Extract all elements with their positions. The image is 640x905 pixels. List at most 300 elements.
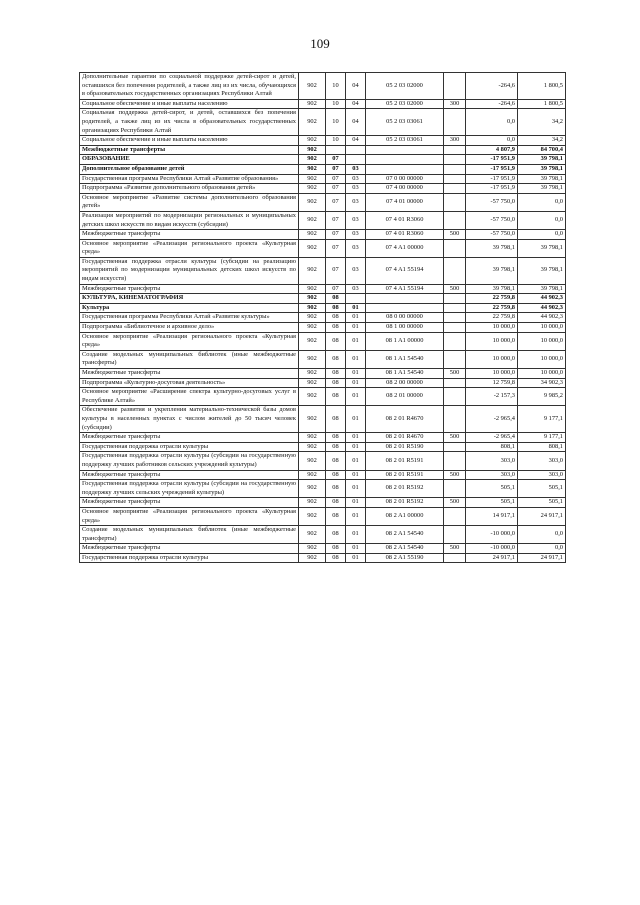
expense-type-cell: [444, 378, 466, 388]
amount-total-cell: 34,2: [518, 109, 566, 136]
subsection-cell: [346, 155, 366, 165]
table-row: [80, 323, 566, 333]
amount-total-cell: 9 985,2: [518, 388, 566, 406]
target-article-cell: 07 4 A1 55194: [366, 284, 444, 294]
table-row: [80, 388, 566, 406]
target-article-cell: 05 2 03 02000: [366, 99, 444, 109]
amount-total-cell: 505,1: [518, 480, 566, 498]
amount-change-cell: -2 965,4: [466, 433, 518, 443]
grbs-cell: 902: [299, 184, 326, 194]
table-row: [80, 193, 566, 211]
amount-total-cell: 39 798,1: [518, 239, 566, 257]
target-article-cell: 08 2 01 R5192: [366, 498, 444, 508]
target-article-cell: 08 1 A1 54540: [366, 350, 444, 368]
expense-type-cell: [444, 553, 466, 563]
grbs-cell: 902: [299, 369, 326, 379]
section-cell: 07: [326, 174, 346, 184]
section-cell: 08: [326, 433, 346, 443]
section-cell: 08: [326, 480, 346, 498]
expense-type-cell: [444, 109, 466, 136]
grbs-cell: 902: [299, 442, 326, 452]
subsection-cell: 03: [346, 230, 366, 240]
amount-change-cell: 14 917,1: [466, 507, 518, 525]
row-name-cell: Дополнительное образование детей: [80, 164, 299, 174]
amount-total-cell: 39 798,1: [518, 284, 566, 294]
subsection-cell: 03: [346, 284, 366, 294]
row-name-cell: Дополнительные гарантии по социальной поддержке детей-сирот и детей, оставшихся без попечения родителей, а также лиц из их числа, обучающихся в образовательных государственных организациях Республики Алтай: [80, 73, 299, 100]
expense-type-cell: [444, 350, 466, 368]
grbs-cell: 902: [299, 350, 326, 368]
expense-type-cell: [444, 164, 466, 174]
subsection-cell: 01: [346, 303, 366, 313]
amount-total-cell: 10 000,0: [518, 369, 566, 379]
expense-type-cell: [444, 332, 466, 350]
section-cell: 08: [326, 526, 346, 544]
section-cell: 07: [326, 184, 346, 194]
amount-change-cell: -17 951,9: [466, 184, 518, 194]
section-cell: 07: [326, 257, 346, 284]
budget-table: [79, 72, 566, 563]
table-row: [80, 155, 566, 165]
target-article-cell: 05 2 03 02000: [366, 73, 444, 100]
grbs-cell: 902: [299, 155, 326, 165]
section-cell: 07: [326, 193, 346, 211]
section-cell: 08: [326, 470, 346, 480]
expense-type-cell: 500: [444, 230, 466, 240]
grbs-cell: 902: [299, 313, 326, 323]
subsection-cell: 03: [346, 257, 366, 284]
amount-total-cell: 0,0: [518, 526, 566, 544]
subsection-cell: 01: [346, 332, 366, 350]
target-article-cell: 07 4 A1 55194: [366, 257, 444, 284]
table-row: [80, 406, 566, 433]
target-article-cell: [366, 155, 444, 165]
expense-type-cell: 300: [444, 99, 466, 109]
expense-type-cell: [444, 313, 466, 323]
target-article-cell: 08 2 A1 54540: [366, 526, 444, 544]
table-row: [80, 257, 566, 284]
amount-total-cell: 39 798,1: [518, 174, 566, 184]
table-row: [80, 369, 566, 379]
target-article-cell: [366, 164, 444, 174]
section-cell: 08: [326, 332, 346, 350]
target-article-cell: 08 1 A1 00000: [366, 332, 444, 350]
section-cell: 08: [326, 498, 346, 508]
amount-total-cell: 34,2: [518, 136, 566, 146]
amount-total-cell: 9 177,1: [518, 433, 566, 443]
target-article-cell: 07 4 A1 00000: [366, 239, 444, 257]
grbs-cell: 902: [299, 507, 326, 525]
target-article-cell: 07 4 01 00000: [366, 193, 444, 211]
target-article-cell: 07 4 01 R3060: [366, 211, 444, 229]
table-row: [80, 332, 566, 350]
expense-type-cell: 500: [444, 544, 466, 554]
section-cell: 08: [326, 313, 346, 323]
row-name-cell: Государственная поддержка отрасли культуры: [80, 553, 299, 563]
amount-change-cell: 10 000,0: [466, 323, 518, 333]
amount-total-cell: 34 902,3: [518, 378, 566, 388]
row-name-cell: Создание модельных муниципальных библиотек (иные межбюджетные трансферты): [80, 526, 299, 544]
amount-change-cell: 0,0: [466, 109, 518, 136]
row-name-cell: Государственная поддержка отрасли культуры (субсидии на государственную поддержку лучших сельских учреждений культуры): [80, 480, 299, 498]
target-article-cell: [366, 294, 444, 304]
row-name-cell: Основное мероприятие «Развитие системы дополнительного образования детей»: [80, 193, 299, 211]
row-name-cell: Государственная программа Республики Алтай «Развитие культуры»: [80, 313, 299, 323]
amount-total-cell: 39 798,1: [518, 257, 566, 284]
row-name-cell: Межбюджетные трансферты: [80, 369, 299, 379]
section-cell: 07: [326, 164, 346, 174]
table-row: [80, 109, 566, 136]
subsection-cell: 01: [346, 313, 366, 323]
amount-total-cell: 303,0: [518, 452, 566, 470]
row-name-cell: Государственная поддержка отрасли культуры (субсидии на государственную поддержку лучших работников сельских учреждений культуры): [80, 452, 299, 470]
amount-total-cell: 39 798,1: [518, 155, 566, 165]
grbs-cell: 902: [299, 544, 326, 554]
amount-change-cell: -10 000,0: [466, 526, 518, 544]
amount-change-cell: 303,0: [466, 470, 518, 480]
grbs-cell: 902: [299, 174, 326, 184]
target-article-cell: 08 2 01 R4670: [366, 406, 444, 433]
amount-total-cell: 44 902,3: [518, 294, 566, 304]
section-cell: 08: [326, 323, 346, 333]
grbs-cell: 902: [299, 164, 326, 174]
row-name-cell: Подпрограмма «Развитие дополнительного образования детей»: [80, 184, 299, 194]
subsection-cell: 01: [346, 442, 366, 452]
row-name-cell: Социальное обеспечение и иные выплаты населению: [80, 136, 299, 146]
row-name-cell: Основное мероприятие «Реализация регионального проекта «Культурная среда»: [80, 239, 299, 257]
table-row: [80, 303, 566, 313]
row-name-cell: Культура: [80, 303, 299, 313]
table-row: [80, 507, 566, 525]
subsection-cell: 04: [346, 99, 366, 109]
table-row: [80, 294, 566, 304]
expense-type-cell: [444, 480, 466, 498]
grbs-cell: 902: [299, 323, 326, 333]
target-article-cell: 08 2 A1 54540: [366, 544, 444, 554]
row-name-cell: Государственная поддержка отрасли культуры (субсидии на реализацию мероприятий по модернизации муниципальных детских школ искусств по видам искусств): [80, 257, 299, 284]
subsection-cell: 03: [346, 184, 366, 194]
amount-change-cell: -57 750,0: [466, 211, 518, 229]
table-row: [80, 526, 566, 544]
expense-type-cell: [444, 303, 466, 313]
amount-total-cell: 39 798,1: [518, 184, 566, 194]
page-number: 109: [310, 36, 330, 51]
amount-change-cell: -57 750,0: [466, 230, 518, 240]
amount-change-cell: -2 965,4: [466, 406, 518, 433]
section-cell: 08: [326, 388, 346, 406]
expense-type-cell: [444, 406, 466, 433]
amount-change-cell: 10 000,0: [466, 332, 518, 350]
target-article-cell: [366, 303, 444, 313]
table-row: [80, 99, 566, 109]
target-article-cell: 08 2 01 R5192: [366, 480, 444, 498]
table-row: [80, 145, 566, 155]
section-cell: 07: [326, 239, 346, 257]
amount-change-cell: 39 798,1: [466, 257, 518, 284]
table-row: [80, 211, 566, 229]
row-name-cell: Социальное обеспечение и иные выплаты населению: [80, 99, 299, 109]
section-cell: 08: [326, 507, 346, 525]
section-cell: 07: [326, 230, 346, 240]
section-cell: 10: [326, 73, 346, 100]
target-article-cell: 07 0 00 00000: [366, 174, 444, 184]
subsection-cell: 01: [346, 498, 366, 508]
amount-change-cell: 10 000,0: [466, 350, 518, 368]
row-name-cell: Социальная поддержка детей-сирот, и детей, оставшихся без попечения родителей, а также лиц из их числа в образовательных государственных организациях Республики Алтай: [80, 109, 299, 136]
amount-change-cell: 505,1: [466, 498, 518, 508]
subsection-cell: 01: [346, 388, 366, 406]
row-name-cell: Государственная программа Республики Алтай «Развитие образования»: [80, 174, 299, 184]
section-cell: 08: [326, 406, 346, 433]
grbs-cell: 902: [299, 452, 326, 470]
row-name-cell: ОБРАЗОВАНИЕ: [80, 155, 299, 165]
subsection-cell: 01: [346, 553, 366, 563]
table-row: [80, 239, 566, 257]
grbs-cell: 902: [299, 378, 326, 388]
section-cell: 10: [326, 109, 346, 136]
section-cell: 08: [326, 294, 346, 304]
target-article-cell: 05 2 03 03061: [366, 136, 444, 146]
target-article-cell: 08 1 A1 54540: [366, 369, 444, 379]
expense-type-cell: 500: [444, 284, 466, 294]
table-row: [80, 498, 566, 508]
amount-total-cell: 1 800,5: [518, 73, 566, 100]
section-cell: 08: [326, 544, 346, 554]
target-article-cell: 08 1 00 00000: [366, 323, 444, 333]
grbs-cell: 902: [299, 145, 326, 155]
grbs-cell: 902: [299, 332, 326, 350]
row-name-cell: Государственная поддержка отрасли культуры: [80, 442, 299, 452]
amount-total-cell: 39 798,1: [518, 164, 566, 174]
row-name-cell: Межбюджетные трансферты: [80, 230, 299, 240]
target-article-cell: 07 4 01 R3060: [366, 230, 444, 240]
section-cell: 08: [326, 369, 346, 379]
subsection-cell: 04: [346, 73, 366, 100]
table-row: [80, 284, 566, 294]
section-cell: 08: [326, 553, 346, 563]
expense-type-cell: [444, 452, 466, 470]
section-cell: 08: [326, 442, 346, 452]
expense-type-cell: [444, 526, 466, 544]
target-article-cell: 08 2 A1 55190: [366, 553, 444, 563]
amount-total-cell: 10 000,0: [518, 350, 566, 368]
amount-total-cell: 0,0: [518, 211, 566, 229]
table-row: [80, 470, 566, 480]
section-cell: 10: [326, 136, 346, 146]
target-article-cell: 08 2 01 R5190: [366, 442, 444, 452]
section-cell: 08: [326, 378, 346, 388]
subsection-cell: 03: [346, 239, 366, 257]
amount-change-cell: 22 759,8: [466, 313, 518, 323]
amount-total-cell: 9 177,1: [518, 406, 566, 433]
expense-type-cell: [444, 73, 466, 100]
table-row: [80, 442, 566, 452]
target-article-cell: 07 4 00 00000: [366, 184, 444, 194]
target-article-cell: 08 2 01 00000: [366, 388, 444, 406]
expense-type-cell: [444, 184, 466, 194]
amount-total-cell: 0,0: [518, 193, 566, 211]
row-name-cell: Основное мероприятие «Реализация регионального проекта «Культурная среда»: [80, 332, 299, 350]
amount-change-cell: -264,6: [466, 73, 518, 100]
row-name-cell: КУЛЬТУРА, КИНЕМАТОГРАФИЯ: [80, 294, 299, 304]
row-name-cell: Межбюджетные трансферты: [80, 284, 299, 294]
table-row: [80, 184, 566, 194]
amount-total-cell: 0,0: [518, 230, 566, 240]
row-name-cell: Реализация мероприятий по модернизации региональных и муниципальных детских школ искусств по видам искусств (субсидии): [80, 211, 299, 229]
target-article-cell: 08 2 A1 00000: [366, 507, 444, 525]
grbs-cell: 902: [299, 211, 326, 229]
grbs-cell: 902: [299, 294, 326, 304]
amount-change-cell: 22 759,8: [466, 294, 518, 304]
expense-type-cell: 500: [444, 433, 466, 443]
subsection-cell: 01: [346, 323, 366, 333]
table-row: [80, 544, 566, 554]
amount-change-cell: 808,1: [466, 442, 518, 452]
amount-change-cell: 24 917,1: [466, 553, 518, 563]
grbs-cell: 902: [299, 230, 326, 240]
amount-change-cell: 303,0: [466, 452, 518, 470]
amount-total-cell: 24 917,1: [518, 507, 566, 525]
amount-change-cell: 12 759,8: [466, 378, 518, 388]
table-row: [80, 480, 566, 498]
grbs-cell: 902: [299, 193, 326, 211]
amount-total-cell: 44 902,3: [518, 313, 566, 323]
target-article-cell: 08 2 00 00000: [366, 378, 444, 388]
expense-type-cell: [444, 174, 466, 184]
grbs-cell: 902: [299, 553, 326, 563]
subsection-cell: 01: [346, 507, 366, 525]
amount-change-cell: -2 157,3: [466, 388, 518, 406]
grbs-cell: 902: [299, 109, 326, 136]
grbs-cell: 902: [299, 480, 326, 498]
table-row: [80, 136, 566, 146]
table-row: [80, 174, 566, 184]
table-row: [80, 553, 566, 563]
expense-type-cell: [444, 388, 466, 406]
expense-type-cell: [444, 257, 466, 284]
table-row: [80, 452, 566, 470]
row-name-cell: Межбюджетные трансферты: [80, 145, 299, 155]
section-cell: 08: [326, 452, 346, 470]
subsection-cell: 01: [346, 433, 366, 443]
expense-type-cell: [444, 145, 466, 155]
subsection-cell: 01: [346, 369, 366, 379]
expense-type-cell: [444, 442, 466, 452]
grbs-cell: 902: [299, 303, 326, 313]
expense-type-cell: [444, 507, 466, 525]
grbs-cell: 902: [299, 470, 326, 480]
amount-total-cell: 0,0: [518, 544, 566, 554]
amount-change-cell: 4 807,9: [466, 145, 518, 155]
expense-type-cell: [444, 239, 466, 257]
table-row: [80, 433, 566, 443]
target-article-cell: [366, 145, 444, 155]
amount-change-cell: 505,1: [466, 480, 518, 498]
amount-change-cell: 39 798,1: [466, 284, 518, 294]
subsection-cell: 04: [346, 109, 366, 136]
subsection-cell: 01: [346, 480, 366, 498]
table-row: [80, 313, 566, 323]
expense-type-cell: 500: [444, 498, 466, 508]
expense-type-cell: 500: [444, 470, 466, 480]
section-cell: 07: [326, 211, 346, 229]
section-cell: [326, 145, 346, 155]
subsection-cell: 04: [346, 136, 366, 146]
target-article-cell: 05 2 03 03061: [366, 109, 444, 136]
grbs-cell: 902: [299, 388, 326, 406]
subsection-cell: 01: [346, 544, 366, 554]
table-row: [80, 164, 566, 174]
table-row: [80, 350, 566, 368]
expense-type-cell: 300: [444, 136, 466, 146]
expense-type-cell: 500: [444, 369, 466, 379]
target-article-cell: 08 2 01 R5191: [366, 470, 444, 480]
grbs-cell: 902: [299, 239, 326, 257]
subsection-cell: [346, 145, 366, 155]
grbs-cell: 902: [299, 284, 326, 294]
target-article-cell: 08 0 00 00000: [366, 313, 444, 323]
grbs-cell: 902: [299, 99, 326, 109]
expense-type-cell: [444, 323, 466, 333]
amount-change-cell: -17 951,9: [466, 164, 518, 174]
grbs-cell: 902: [299, 498, 326, 508]
amount-total-cell: 10 000,0: [518, 323, 566, 333]
subsection-cell: 01: [346, 378, 366, 388]
expense-type-cell: [444, 193, 466, 211]
expense-type-cell: [444, 211, 466, 229]
amount-total-cell: 808,1: [518, 442, 566, 452]
expense-type-cell: [444, 155, 466, 165]
amount-change-cell: -10 000,0: [466, 544, 518, 554]
row-name-cell: Основное мероприятие «Реализация регионального проекта «Культурная среда»: [80, 507, 299, 525]
target-article-cell: 08 2 01 R5191: [366, 452, 444, 470]
subsection-cell: 03: [346, 174, 366, 184]
table-row: [80, 378, 566, 388]
subsection-cell: 01: [346, 470, 366, 480]
expense-type-cell: [444, 294, 466, 304]
subsection-cell: 01: [346, 452, 366, 470]
row-name-cell: Основное мероприятие «Расширение спектра культурно-досуговых услуг в Республике Алтай»: [80, 388, 299, 406]
subsection-cell: 03: [346, 193, 366, 211]
amount-change-cell: -17 951,9: [466, 155, 518, 165]
subsection-cell: [346, 294, 366, 304]
amount-total-cell: 44 902,3: [518, 303, 566, 313]
row-name-cell: Подпрограмма «Библиотечное и архивное дело»: [80, 323, 299, 333]
grbs-cell: 902: [299, 257, 326, 284]
row-name-cell: Подпрограмма «Культурно-досуговая деятельность»: [80, 378, 299, 388]
row-name-cell: Создание модельных муниципальных библиотек (иные межбюджетные трансферты): [80, 350, 299, 368]
budget-table-body: [80, 73, 566, 563]
amount-change-cell: 10 000,0: [466, 369, 518, 379]
target-article-cell: 08 2 01 R4670: [366, 433, 444, 443]
amount-change-cell: -264,6: [466, 99, 518, 109]
amount-total-cell: 303,0: [518, 470, 566, 480]
grbs-cell: 902: [299, 526, 326, 544]
section-cell: 08: [326, 350, 346, 368]
amount-total-cell: 505,1: [518, 498, 566, 508]
section-cell: 07: [326, 155, 346, 165]
row-name-cell: Межбюджетные трансферты: [80, 544, 299, 554]
amount-change-cell: -57 750,0: [466, 193, 518, 211]
section-cell: 08: [326, 303, 346, 313]
subsection-cell: 01: [346, 350, 366, 368]
amount-total-cell: 10 000,0: [518, 332, 566, 350]
amount-total-cell: 1 800,5: [518, 99, 566, 109]
amount-change-cell: 22 759,8: [466, 303, 518, 313]
table-row: [80, 73, 566, 100]
section-cell: 10: [326, 99, 346, 109]
table-row: [80, 230, 566, 240]
